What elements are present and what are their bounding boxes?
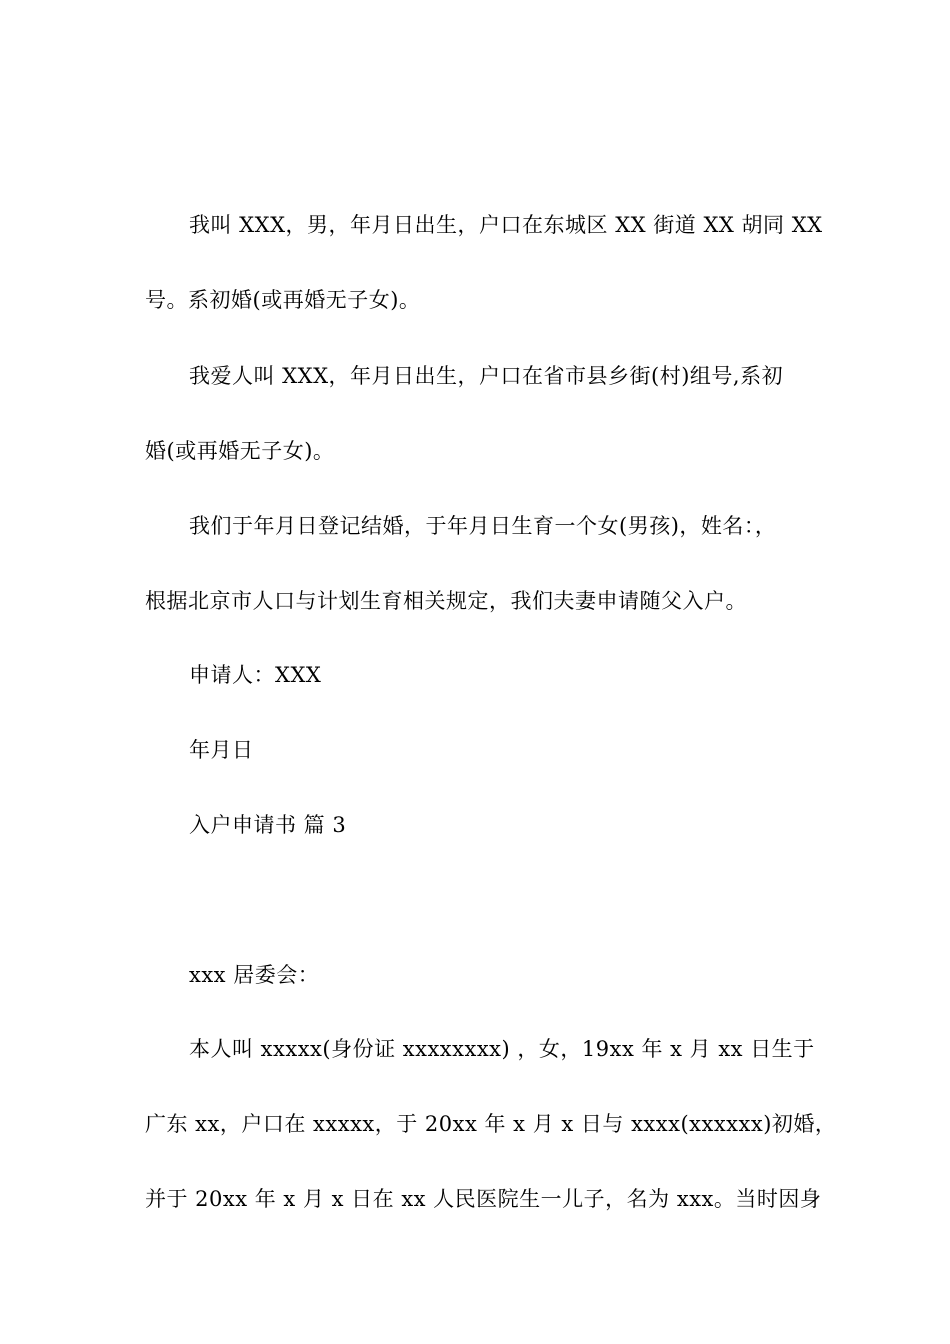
date-line: 年月日 (189, 738, 254, 762)
paragraph-line-7: 本人叫 xxxxx(身份证 xxxxxxxx) ，女，19xx 年 x 月 xx 日生于 (189, 1037, 815, 1061)
paragraph-line-9: 并于 20xx 年 x 月 x 日在 xx 人民医院生一儿子，名为 xxx。当时因身 (145, 1187, 822, 1211)
paragraph-line-3: 我爱人叫 XXX，年月日出生，户口在省市县乡街(村)组号,系初 (189, 364, 784, 388)
section-heading: 入户申请书 篇 3 (189, 813, 347, 837)
paragraph-line-5: 我们于年月日登记结婚，于年月日生育一个女(男孩)，姓名：， (189, 514, 777, 538)
applicant-line: 申请人：XXX (189, 663, 322, 687)
paragraph-line-8: 广东 xx，户口在 xxxxx，于 20xx 年 x 月 x 日与 xxxx(xxxxxx)初婚， (145, 1112, 837, 1136)
paragraph-line-6: 根据北京市人口与计划生育相关规定，我们夫妻申请随父入户。 (145, 589, 747, 613)
paragraph-line-4: 婚(或再婚无子女)。 (145, 439, 335, 463)
salutation-line: xxx 居委会： (189, 963, 320, 987)
paragraph-line-1: 我叫 XXX，男，年月日出生，户口在东城区 XX 街道 XX 胡同 XX (189, 213, 823, 237)
paragraph-line-2: 号。系初婚(或再婚无子女)。 (145, 288, 421, 312)
